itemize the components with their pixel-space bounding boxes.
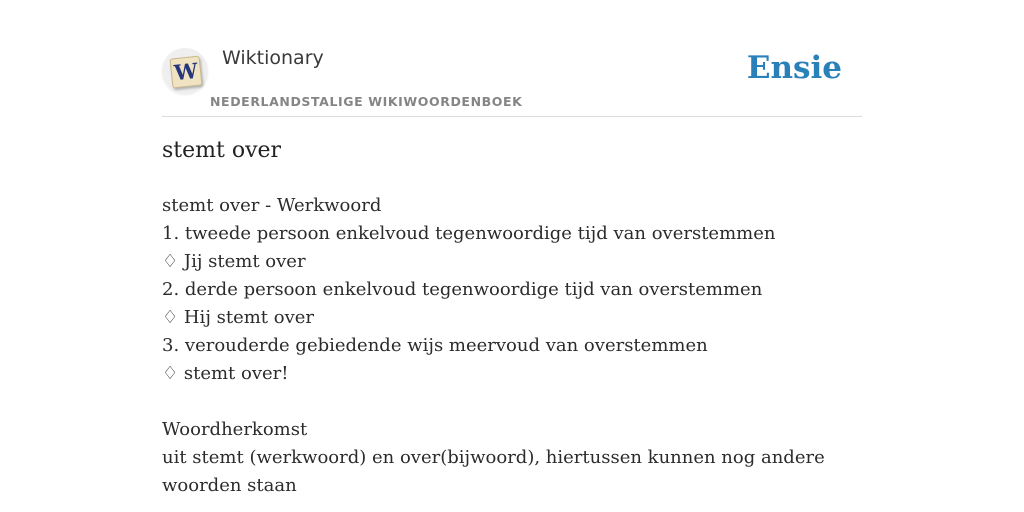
site-name[interactable]: Wiktionary	[222, 47, 324, 69]
ensie-brand-link[interactable]: Ensie	[746, 50, 842, 86]
definition-line: 2. derde persoon enkelvoud tegenwoordige tijd van overstemmen	[162, 279, 763, 300]
definition-line: 3. verouderde gebiedende wijs meervoud van overstemmen	[162, 335, 708, 356]
etymology-text: uit stemt (werkwoord) en over(bijwoord), hiertussen kunnen nog andere woorden staan	[162, 447, 825, 496]
definition-line: 1. tweede persoon enkelvoud tegenwoordige tijd van overstemmen	[162, 223, 776, 244]
section-spacer	[162, 388, 866, 416]
example-line: ♢ Hij stemt over	[162, 307, 315, 328]
wiktionary-logo[interactable]	[162, 48, 208, 94]
site-subtitle: NEDERLANDSTALIGE WIKIWOORDENBOEK	[210, 94, 523, 109]
w-tile-icon	[170, 56, 203, 89]
example-line: ♢ Jij stemt over	[162, 251, 306, 272]
entry-heading: stemt over - Werkwoord	[162, 195, 382, 216]
site-header	[162, 44, 862, 117]
logo-letter: W	[172, 57, 199, 86]
etymology-heading: Woordherkomst	[162, 419, 308, 440]
page-title: stemt over	[162, 138, 282, 163]
example-line: ♢ stemt over!	[162, 363, 289, 384]
entry-content	[162, 192, 866, 500]
